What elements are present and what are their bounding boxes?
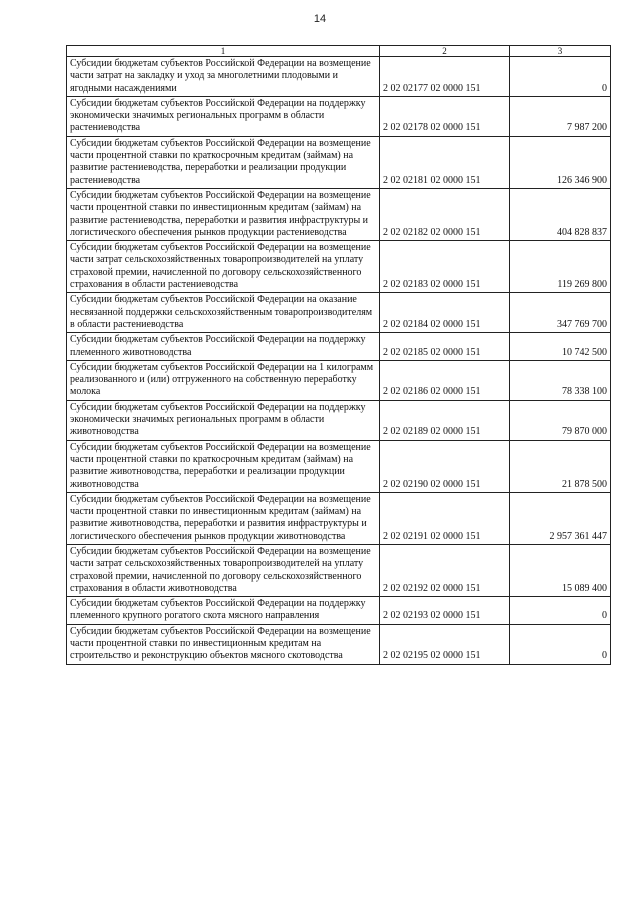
row-amount: 10 742 500 [510, 333, 611, 361]
row-budget-code: 2 02 02185 02 0000 151 [380, 333, 510, 361]
row-amount: 15 089 400 [510, 544, 611, 596]
row-description: Субсидии бюджетам субъектов Российской Федерации на возмещение части затрат на закладку и уход за многолетними плодовыми и ягодными насаждениями [67, 57, 380, 97]
row-amount: 0 [510, 624, 611, 664]
row-description: Субсидии бюджетам субъектов Российской Федерации на возмещение части процентной ставки по инвестиционным кредитам (займам) на развитие животноводства, переработки и развития инфраструктуры и логистического обеспечения рынков продукции животноводства [67, 492, 380, 544]
table-row [67, 333, 611, 361]
row-description: Субсидии бюджетам субъектов Российской Федерации на возмещение части процентной ставки по краткосрочным кредитам (займам) на развитие растениеводства, переработки и реализации продукции растениеводства [67, 136, 380, 188]
column-header-description: 1 [67, 46, 380, 57]
row-description: Субсидии бюджетам субъектов Российской Федерации на возмещение части затрат сельскохозяйственных товаропроизводителей на уплату страховой премии, начисленной по договору сельскохозяйственного страхования в области растениеводства [67, 241, 380, 293]
table-row [67, 360, 611, 400]
table-row [67, 136, 611, 188]
table-row [67, 293, 611, 333]
table-row [67, 57, 611, 97]
row-description: Субсидии бюджетам субъектов Российской Федерации на возмещение части затрат сельскохозяйственных товаропроизводителей на уплату страховой премии, начисленной по договору сельскохозяйственного страхования в области животноводства [67, 544, 380, 596]
row-budget-code: 2 02 02189 02 0000 151 [380, 400, 510, 440]
table-row [67, 492, 611, 544]
row-budget-code: 2 02 02190 02 0000 151 [380, 440, 510, 492]
row-description: Субсидии бюджетам субъектов Российской Федерации на 1 килограмм реализованного и (или) отгруженного на собственную переработку молока [67, 360, 380, 400]
row-amount: 2 957 361 447 [510, 492, 611, 544]
row-description: Субсидии бюджетам субъектов Российской Федерации на поддержку племенного животноводства [67, 333, 380, 361]
row-amount: 79 870 000 [510, 400, 611, 440]
row-budget-code: 2 02 02186 02 0000 151 [380, 360, 510, 400]
row-budget-code: 2 02 02183 02 0000 151 [380, 241, 510, 293]
row-description: Субсидии бюджетам субъектов Российской Федерации на поддержку экономически значимых региональных программ в области растениеводства [67, 96, 380, 136]
row-budget-code: 2 02 02178 02 0000 151 [380, 96, 510, 136]
table-row [67, 96, 611, 136]
row-description: Субсидии бюджетам субъектов Российской Федерации на возмещение части процентной ставки по инвестиционным кредитам на строительство и реконструкцию объектов мясного скотоводства [67, 624, 380, 664]
row-description: Субсидии бюджетам субъектов Российской Федерации на поддержку племенного крупного рогатого скота мясного направления [67, 597, 380, 625]
row-budget-code: 2 02 02191 02 0000 151 [380, 492, 510, 544]
page-number: 14 [313, 13, 327, 25]
row-budget-code: 2 02 02177 02 0000 151 [380, 57, 510, 97]
column-header-code: 2 [380, 46, 510, 57]
row-budget-code: 2 02 02192 02 0000 151 [380, 544, 510, 596]
row-amount: 126 346 900 [510, 136, 611, 188]
table-row [67, 241, 611, 293]
table-row [67, 597, 611, 625]
table-row [67, 440, 611, 492]
row-budget-code: 2 02 02193 02 0000 151 [380, 597, 510, 625]
row-budget-code: 2 02 02181 02 0000 151 [380, 136, 510, 188]
row-description: Субсидии бюджетам субъектов Российской Федерации на возмещение части процентной ставки по краткосрочным кредитам (займам) на развитие животноводства, переработки и реализации продукции животноводства [67, 440, 380, 492]
table-header-row [67, 46, 611, 57]
row-budget-code: 2 02 02184 02 0000 151 [380, 293, 510, 333]
row-description: Субсидии бюджетам субъектов Российской Федерации на оказание несвязанной поддержки сельскохозяйственным товаропроизводителям в области растениеводства [67, 293, 380, 333]
table-body [67, 57, 611, 665]
table-row [67, 544, 611, 596]
table-row [67, 400, 611, 440]
row-amount: 21 878 500 [510, 440, 611, 492]
row-amount: 404 828 837 [510, 188, 611, 240]
row-amount: 119 269 800 [510, 241, 611, 293]
row-description: Субсидии бюджетам субъектов Российской Федерации на поддержку экономически значимых региональных программ в области животноводства [67, 400, 380, 440]
row-amount: 7 987 200 [510, 96, 611, 136]
row-amount: 0 [510, 57, 611, 97]
table-row [67, 188, 611, 240]
row-amount: 0 [510, 597, 611, 625]
budget-subsidies-table [66, 45, 611, 665]
column-header-amount: 3 [510, 46, 611, 57]
row-budget-code: 2 02 02195 02 0000 151 [380, 624, 510, 664]
table-row [67, 624, 611, 664]
row-budget-code: 2 02 02182 02 0000 151 [380, 188, 510, 240]
row-amount: 347 769 700 [510, 293, 611, 333]
row-description: Субсидии бюджетам субъектов Российской Федерации на возмещение части процентной ставки по инвестиционным кредитам (займам) на развитие растениеводства, переработки и развития инфраструктуры и логистического обеспечения рынков продукции растениеводства [67, 188, 380, 240]
row-amount: 78 338 100 [510, 360, 611, 400]
